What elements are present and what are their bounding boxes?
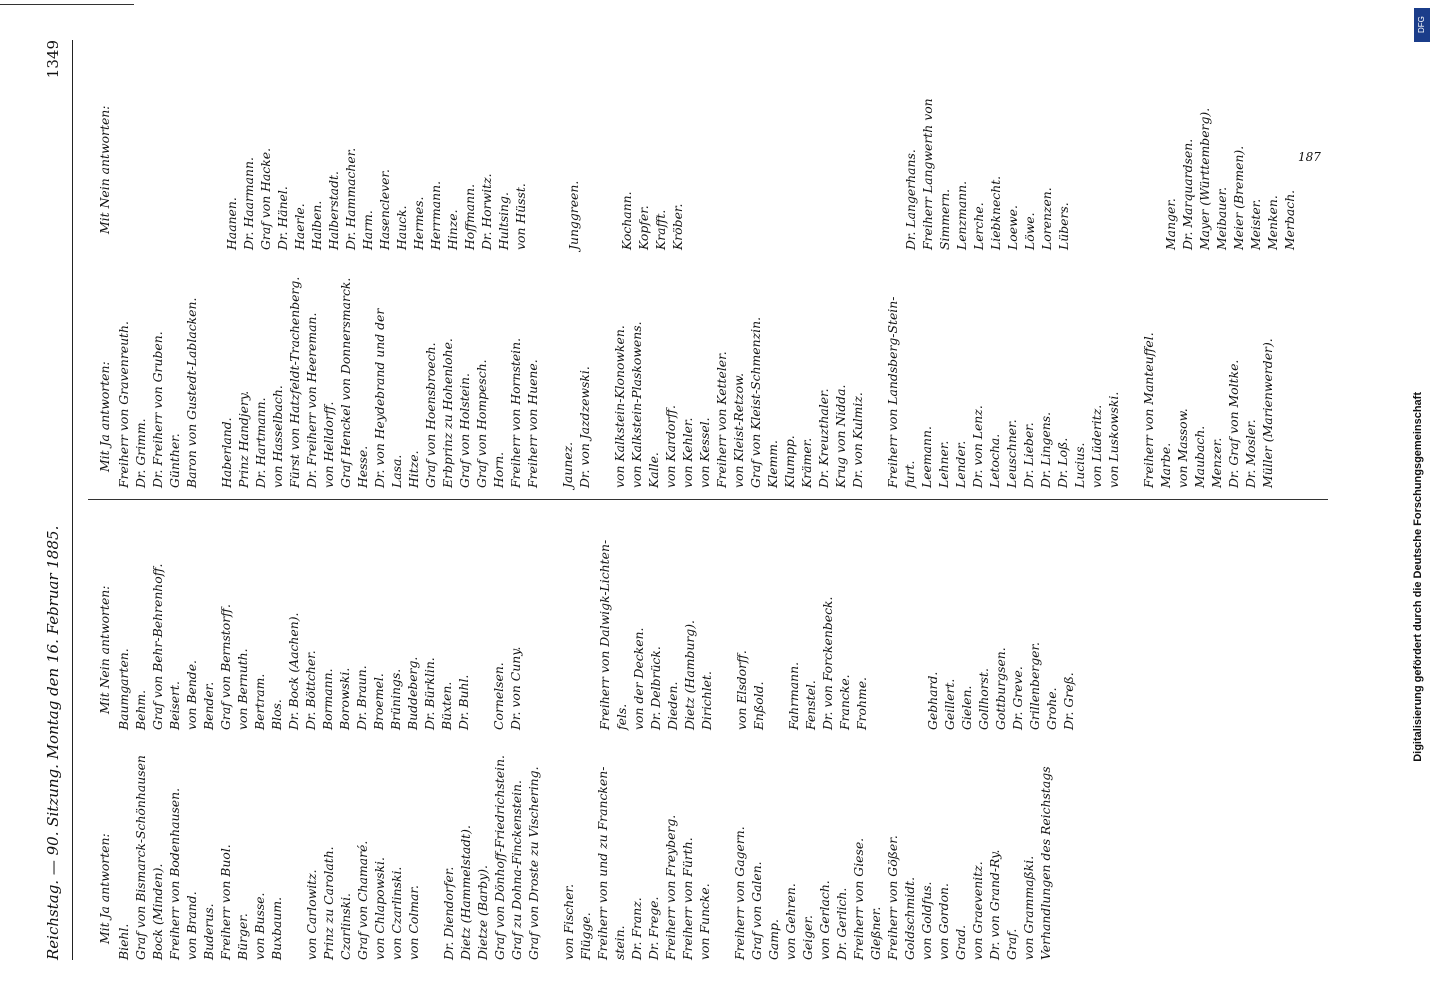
spacer (115, 60, 133, 250)
member-name: Lerche. (971, 202, 986, 250)
member-name: Dr. Mosler. (1243, 419, 1258, 488)
member-name: Dr. Gerlich. (834, 887, 849, 960)
member-name: von Brand. (184, 891, 199, 960)
member-name: Hultsing. (496, 192, 511, 250)
member-name: Gollhorst. (976, 668, 991, 730)
member-name: Leuschner. (1004, 419, 1019, 488)
member-name: Lenzmann. (954, 180, 969, 250)
member-name: Freiherr von Gagern. (732, 826, 747, 960)
member-name: Freiherr von Ketteler. (714, 351, 729, 488)
member-name: Gebhard. (925, 671, 940, 730)
member-name: Marbe. (1158, 442, 1173, 488)
member-name: Kalle. (646, 452, 661, 488)
spacer (133, 60, 151, 250)
member-name: Freiherr von Gravenreuth. (116, 321, 131, 488)
member-name: Halberstadt. (326, 171, 341, 250)
top-rule (0, 4, 134, 5)
member-name: Borowski. (337, 667, 352, 730)
member-name: Frohme. (854, 677, 869, 730)
member-name: Graf von Galen. (749, 861, 764, 960)
spacer (1122, 298, 1140, 488)
member-name: von Luskowski. (1106, 391, 1121, 488)
member-name: Buderus. (201, 903, 216, 960)
spacer (888, 540, 906, 730)
member-name: Gottburgsen. (993, 647, 1008, 730)
member-name: Krafft. (653, 209, 668, 250)
spacer (422, 770, 440, 960)
member-name: Bender. (201, 681, 216, 730)
spacer (848, 60, 866, 250)
column-2 (96, 540, 1077, 730)
member-name: von Gerlach. (817, 880, 832, 960)
member-name: von Kalkstein-Klonowken. (612, 325, 627, 488)
member-name: furt. (902, 460, 917, 488)
member-name: Geiger. (800, 915, 815, 960)
member-name: Freiherr Langwerth von (920, 98, 935, 250)
member-name: Halben. (309, 200, 324, 250)
member-name: Graf von Droste zu Vischering. (526, 766, 541, 960)
spacer (794, 60, 812, 250)
member-name: Dr. Freiherr von Gruben. (150, 331, 165, 488)
spacer (151, 60, 169, 250)
member-name: Freiherr von Giese. (851, 837, 866, 960)
member-name: Krug von Nidda. (833, 384, 848, 488)
member-name: Baumgarten. (116, 648, 131, 730)
member-name: Fahrmann. (786, 661, 801, 730)
spacer (686, 60, 704, 250)
member-name: Brünings. (388, 668, 403, 730)
member-name: Lorenzen. (1039, 187, 1054, 250)
member-name: Dr. Diendorfer. (441, 866, 456, 960)
spacer (740, 60, 758, 250)
spacer (1090, 60, 1108, 250)
spacer (704, 60, 722, 250)
member-name: Dr. Franz. (629, 897, 644, 960)
member-name: Beisert. (167, 681, 182, 730)
member-name: von Graevenitz. (970, 861, 985, 960)
member-name: von Elsdorff. (734, 650, 749, 730)
member-name: Dr. von Cuny. (508, 646, 523, 730)
member-name: Krämer. (799, 437, 814, 488)
spacer (169, 60, 187, 250)
member-name: Lasa. (389, 454, 404, 488)
member-name: Mayer (Württemberg). (1197, 107, 1212, 250)
member-name: Dr. Graf von Moltke. (1226, 359, 1241, 488)
member-name: Dr. Horwitz. (479, 173, 494, 250)
member-name: Dr. Bock (Aachen). (286, 612, 301, 730)
member-name: Prinz Handjery. (236, 390, 251, 488)
member-name: Klumpp. (782, 435, 797, 488)
member-name: Dr. Langerhans. (903, 149, 918, 250)
spacer (1126, 60, 1144, 250)
member-name: Dr. Freiherr von Heereman. (304, 312, 319, 488)
member-name: Gielen. (959, 685, 974, 730)
member-name: Hasenclever. (377, 169, 392, 250)
member-name: von Carlowitz. (304, 869, 319, 960)
member-name: Graf von Behr-Behrenhoff. (150, 563, 165, 730)
member-name: Jaunez. (560, 441, 575, 488)
spacer (866, 60, 884, 250)
spacer (472, 540, 490, 730)
spacer (1144, 60, 1162, 250)
spacer (715, 540, 733, 730)
member-name: Dr. von Forckenbeck. (820, 596, 835, 730)
spacer (722, 60, 740, 250)
member-name: Dr. Marquardsen. (1180, 138, 1195, 250)
member-name: Kröber. (670, 203, 685, 250)
member-name: Dr. von Grand-Ry. (987, 849, 1002, 960)
member-name: Junggreen. (566, 180, 581, 250)
member-name: Hermes. (411, 196, 426, 250)
page-header (44, 40, 66, 960)
member-name: Menken. (1265, 195, 1280, 250)
member-name: von Bernuth. (235, 648, 250, 730)
member-name: Verhandlungen des Reichstags (1038, 766, 1053, 960)
spacer (578, 540, 596, 730)
member-name: Broemel. (371, 673, 386, 730)
member-name: Hinze. (445, 209, 460, 250)
spacer (542, 770, 560, 960)
member-name: Graf von Holstein. (457, 373, 472, 488)
member-name: Lübers. (1056, 202, 1071, 250)
spacer (767, 540, 785, 730)
spacer (560, 540, 578, 730)
member-name: von Busse. (252, 892, 267, 960)
spacer (541, 298, 559, 488)
member-name: Simmern. (937, 188, 952, 250)
member-name: Müller (Marienwerder). (1260, 338, 1275, 488)
spacer (547, 60, 565, 250)
header-title: Reichstag. — 90. Sitzung. Montag den 16. Februar 1885. (44, 525, 62, 960)
member-name: Grillenberger. (1027, 642, 1042, 730)
member-name: Dr. Böttcher. (303, 650, 318, 730)
member-name: Hoffmann. (462, 183, 477, 250)
member-name: Hitze. (406, 450, 421, 488)
member-name: Gleßner. (868, 906, 883, 960)
member-name: Bürger. (235, 913, 250, 960)
member-name: Freiherr von und zu Francken- (595, 766, 610, 960)
member-name: Dr. Loß. (1055, 437, 1070, 488)
spacer (200, 298, 218, 488)
member-name: Dr. Hartmann. (253, 397, 268, 488)
member-name: Graf von Hacke. (258, 147, 273, 250)
member-name: Blos. (269, 699, 284, 730)
member-name: Grohe. (1044, 687, 1059, 730)
member-name: Czarlinski. (338, 893, 353, 960)
column-heading: Mit Nein antworten: (97, 105, 112, 234)
member-name: Geillert. (942, 678, 957, 730)
member-name: Freiherr von Manteuffel. (1141, 332, 1156, 488)
member-name: von Helldorff. (321, 401, 336, 488)
member-name: Meister. (1248, 198, 1263, 250)
member-name: Dr. Bürklin. (422, 657, 437, 730)
member-name: Dr. Kreuzthaler. (816, 388, 831, 488)
member-name: stein. (612, 925, 627, 960)
member-name: Freiherr von Dalwigk-Lichten- (597, 539, 612, 730)
member-name: Bertram. (252, 673, 267, 730)
member-name: Dirichlet. (699, 671, 714, 730)
member-name: Graf von Hompesch. (474, 359, 489, 488)
member-name: Dr. Delbrück. (648, 646, 663, 730)
spacer (593, 298, 611, 488)
spacer (529, 60, 547, 250)
column-divider (88, 499, 1328, 500)
member-name: Graf von Bismarck-Schönhausen (133, 755, 148, 960)
member-name: Fürst von Hatzfeldt-Trachenberg. (287, 276, 302, 488)
member-name: Menzer. (1209, 437, 1224, 488)
member-name: von Lüderitz. (1089, 404, 1104, 488)
member-name: Graf von Chamaré. (355, 840, 370, 960)
member-name: Lender. (953, 440, 968, 488)
member-name: von Goldfus. (919, 881, 934, 960)
member-name: Graf. (1004, 928, 1019, 960)
member-name: Enßold. (751, 681, 766, 730)
member-name: Graf von Bernstorff. (218, 604, 233, 730)
spacer (830, 60, 848, 250)
member-name: Freiherr von Gößer. (885, 835, 900, 960)
member-name: Biehl. (116, 923, 131, 960)
spacer (866, 298, 884, 488)
member-name: von Chlapowski. (372, 857, 387, 960)
spacer (542, 540, 560, 730)
member-name: Graf von Kleist-Schmenzin. (748, 316, 763, 488)
member-name: von Hüsst. (513, 183, 528, 250)
member-name: Erbprinz zu Hohenlohe. (440, 338, 455, 488)
member-name: Hauck. (394, 205, 409, 250)
member-name: Flügge. (578, 912, 593, 960)
member-name: Dieden. (665, 681, 680, 730)
member-name: Graf Henckel von Donnersmarck. (338, 277, 353, 488)
member-name: Herrmann. (428, 180, 443, 250)
member-name: Meier (Bremen). (1231, 145, 1246, 250)
member-name: von Massow. (1175, 408, 1190, 488)
member-name: Freiherr von Hornstein. (508, 337, 523, 488)
member-name: Dr. Braun. (354, 665, 369, 730)
member-name: Bock (Minden). (150, 863, 165, 960)
spacer (1108, 60, 1126, 250)
member-name: von Kessel. (697, 417, 712, 488)
member-name: Dr. Hänel. (275, 186, 290, 250)
member-name: Grad. (953, 924, 968, 960)
member-name: Freiherr von Fürth. (680, 837, 695, 960)
member-name: von Kehler. (680, 417, 695, 488)
spacer (776, 60, 794, 250)
spacer (884, 60, 902, 250)
member-name: Goldschmidt. (902, 876, 917, 960)
member-name: Buddeberg. (405, 656, 420, 730)
member-name: Büxten. (439, 681, 454, 730)
member-name: fels. (614, 703, 629, 730)
column-heading: Mit Ja antworten: (97, 833, 112, 944)
member-name: Lucius. (1072, 442, 1087, 488)
member-name: von Kalkstein-Plaskowens. (629, 321, 644, 488)
member-name: Buxbaum. (269, 896, 284, 960)
member-name: Cornelsen. (491, 662, 506, 730)
member-name: Manger. (1163, 198, 1178, 250)
spacer (1072, 60, 1090, 250)
member-name: von der Decken. (631, 627, 646, 730)
spacer (870, 540, 888, 730)
spacer (812, 60, 830, 250)
member-name: Dr. Buhl. (456, 674, 471, 730)
spacer (758, 60, 776, 250)
spacer (285, 770, 303, 960)
member-name: Freiherr von Bodenhausen. (167, 787, 182, 960)
member-name: Dr. Frege. (646, 896, 661, 960)
column-heading: Mit Ja antworten: (97, 361, 112, 472)
member-name: von Kleist-Retzow. (731, 372, 746, 488)
member-name: Dr. Lieber. (1021, 422, 1036, 488)
spacer (524, 540, 542, 730)
member-name: Merbach. (1282, 189, 1297, 250)
page-number: 1349 (44, 40, 62, 79)
member-name: Bormann. (320, 668, 335, 730)
member-name: Dr. Haarmann. (241, 157, 256, 250)
member-name: Freiherr von Huene. (525, 359, 540, 488)
spacer (600, 60, 618, 250)
member-name: Kochann. (619, 191, 634, 250)
sidebar-credit: Digitalisierung gefördert durch die Deutsche Forschungsgemeinschaft (1412, 392, 1424, 762)
member-name: Haerle. (292, 203, 307, 250)
member-name: Dr. von Jazdzewski. (577, 366, 592, 488)
member-name: Dr. Greve. (1010, 666, 1025, 730)
member-name: Löwe. (1022, 212, 1037, 250)
member-name: Freiherr von Freyberg. (663, 814, 678, 960)
member-name: von Bende. (184, 660, 199, 730)
member-name: Kopfer. (636, 205, 651, 250)
member-name: von Czarlinski. (389, 866, 404, 960)
spacer (713, 770, 731, 960)
member-name: von Colmar. (406, 885, 421, 960)
member-name: Freiherr von Buol. (218, 844, 233, 960)
member-name: Günther. (167, 433, 182, 488)
member-name: Graf von Dönhoff-Friedrichstein. (492, 755, 507, 960)
member-name: Graf von Hoensbroech. (423, 342, 438, 488)
member-name: von Gehren. (783, 883, 798, 960)
member-name: Freiherr von Landsberg-Stein- (885, 296, 900, 488)
page-footer-number: 187 (1298, 150, 1321, 164)
member-name: Horn. (491, 451, 506, 488)
spacer (582, 60, 600, 250)
member-name: Harm. (360, 210, 375, 250)
column-3 (96, 276, 1276, 488)
member-name: Klemm. (765, 440, 780, 488)
spacer (906, 540, 924, 730)
member-name: Dr. von Kulmiz. (850, 392, 865, 488)
member-name: Meibauer. (1214, 186, 1229, 250)
spacer (187, 60, 205, 250)
dfg-logo-icon: DFG (1414, 8, 1430, 42)
member-name: Loewe. (1005, 205, 1020, 250)
member-name: Graf zu Dohna-Finckenstein. (509, 780, 524, 960)
member-name: von Fischer. (561, 883, 576, 960)
member-name: Dr. von Heydebrand und der (372, 308, 387, 488)
member-name: von Gordon. (936, 883, 951, 960)
header-rule (72, 40, 73, 960)
member-name: Lehner. (936, 440, 951, 488)
column-4 (96, 60, 1298, 250)
member-name: Dietz (Hamburg). (682, 620, 697, 730)
member-name: von Grammaßki. (1021, 855, 1036, 960)
member-name: Letocha. (987, 433, 1002, 488)
member-name: von Kardorff. (663, 405, 678, 488)
member-name: Dr. Grimm. (133, 418, 148, 488)
digitization-sidebar (1408, 0, 1432, 1000)
member-name: Haanen. (224, 197, 239, 250)
member-name: Dietz (Hammelstadt). (458, 825, 473, 960)
member-name: Gamp. (766, 919, 781, 960)
member-name: Haberland. (219, 417, 234, 488)
member-name: Liebknecht. (988, 175, 1003, 250)
member-name: Dr. Hammacher. (343, 147, 358, 250)
column-1 (96, 755, 1054, 960)
member-name: Francke. (837, 674, 852, 730)
spacer (205, 60, 223, 250)
member-name: Dr. von Lenz. (970, 405, 985, 488)
member-name: Dr. Lingens. (1038, 411, 1053, 488)
member-name: Baron von Gustedt-Lablacken. (184, 297, 199, 488)
member-name: von Hasselbach. (270, 385, 285, 488)
member-name: Prinz zu Carolath. (321, 846, 336, 960)
column-heading: Mit Nein antworten: (97, 585, 112, 714)
member-name: Dietze (Barby). (475, 865, 490, 960)
member-name: Maubach. (1192, 425, 1207, 488)
member-name: Fenstel. (803, 680, 818, 730)
member-name: Hesse. (355, 445, 370, 488)
member-name: von Funcke. (697, 883, 712, 960)
member-name: Dr. Greß. (1061, 672, 1076, 730)
member-name: Behm. (133, 689, 148, 730)
member-name: Leemann. (919, 426, 934, 488)
